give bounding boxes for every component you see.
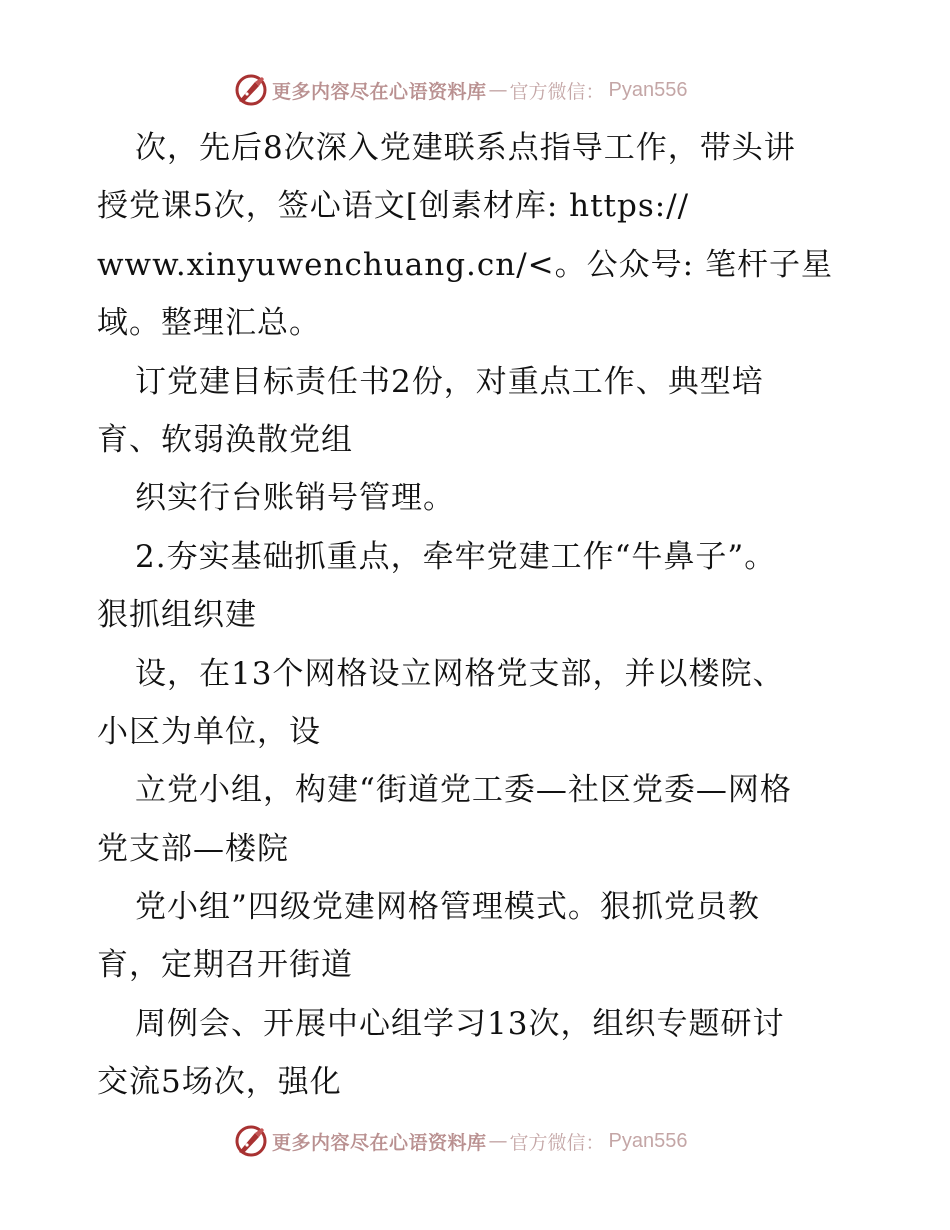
- body-line: 授党课5次，签心语文[创素材库: https://: [97, 188, 690, 225]
- watermark-banner-bottom: [234, 1121, 688, 1161]
- body-line: 交流5场次，强化: [97, 1064, 342, 1101]
- body-line: 次，先后8次深入党建联系点指导工作，带头讲: [135, 130, 796, 166]
- watermark-wechat-id: Pyan556: [608, 78, 688, 101]
- body-line: www.xinyuwenchuang.cn/<。公众号: 笔杆子星: [97, 246, 833, 283]
- watermark-separator: —: [488, 79, 508, 101]
- body-line: 设，在13个网格设立网格党支部，并以楼院、: [135, 655, 785, 692]
- watermark-text: 更多内容尽在心语资料库: [272, 80, 487, 103]
- body-line: 狠抓组织建: [97, 597, 257, 634]
- body-line: 域。整理汇总。: [97, 305, 321, 342]
- body-line: 党支部—楼院: [97, 830, 289, 867]
- body-line: 2.夯实基础抓重点，牵牢党建工作“牛鼻子”。: [135, 538, 777, 575]
- body-line: 小区为单位，设: [97, 713, 321, 750]
- body-line: 党小组”四级党建网格管理模式。狠抓党员教: [135, 889, 760, 926]
- body-line: 织实行台账销号管理。: [135, 480, 455, 517]
- body-line: 立党小组，构建“街道党工委—社区党委—网格: [135, 772, 792, 809]
- watermark-wechat-label: 官方微信：: [509, 80, 605, 103]
- body-line: 育、软弱涣散党组: [97, 421, 353, 458]
- watermark-banner-top: [234, 70, 688, 110]
- document-body: [97, 119, 897, 1112]
- watermark-separator: —: [488, 1130, 508, 1152]
- body-line: 订党建目标责任书2份，对重点工作、典型培: [135, 363, 764, 400]
- pen-nib-logo-icon: [234, 73, 268, 107]
- pen-nib-logo-icon: [234, 1124, 268, 1158]
- watermark-text: 更多内容尽在心语资料库: [272, 1131, 487, 1154]
- watermark-wechat-id: Pyan556: [608, 1129, 688, 1152]
- body-line: 周例会、开展中心组学习13次，组织专题研讨: [135, 1005, 785, 1042]
- body-line: 育，定期召开街道: [97, 947, 353, 984]
- watermark-wechat-label: 官方微信：: [509, 1131, 605, 1154]
